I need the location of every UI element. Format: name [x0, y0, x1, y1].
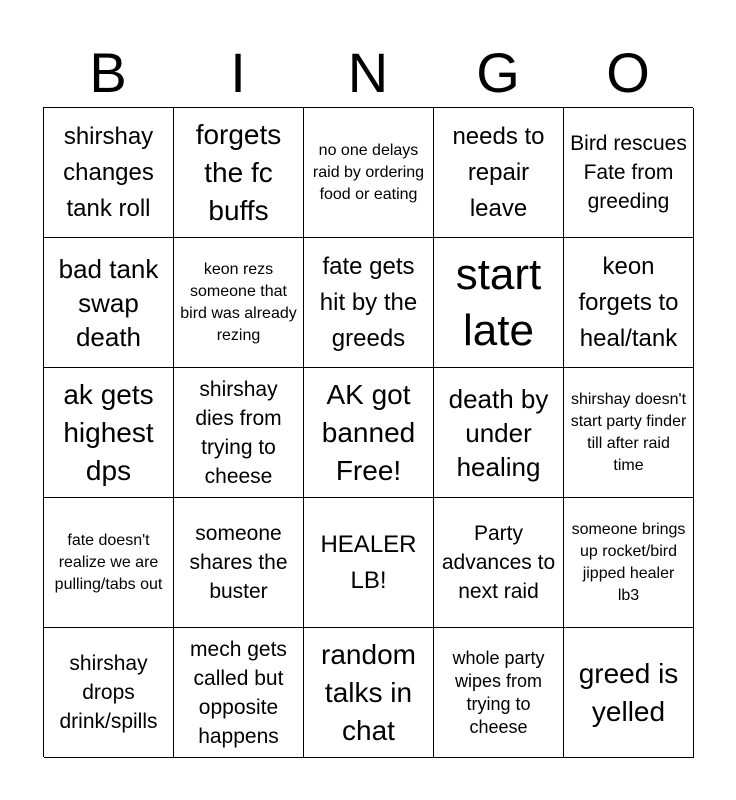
bingo-cell[interactable]	[564, 368, 694, 498]
cell-text: whole party wipes from trying to cheese	[452, 647, 545, 737]
bingo-cell[interactable]	[174, 238, 304, 368]
bingo-cell[interactable]	[304, 368, 434, 498]
bingo-header	[43, 40, 693, 106]
cell-text: HEALER LB!	[320, 530, 417, 594]
cell-text: someone shares the buster	[189, 522, 288, 603]
bingo-cell[interactable]	[434, 628, 564, 758]
cell-text: shirshay drops drink/spills	[59, 652, 158, 733]
cell-text: keon forgets to heal/tank	[578, 252, 679, 352]
bingo-cell[interactable]	[44, 498, 174, 628]
header-letter-g: G	[476, 41, 520, 104]
cell-text: bad tank swap death	[58, 253, 159, 352]
header-letter-b: B	[89, 41, 127, 104]
bingo-cell[interactable]	[564, 108, 694, 238]
cell-text: start late	[455, 249, 542, 355]
cell-text: death by under healing	[448, 383, 549, 482]
cell-text: Bird rescues Fate from greeding	[570, 132, 687, 213]
cell-text: shirshay doesn't start party finder till after raid time	[570, 390, 687, 474]
header-letter-i: I	[230, 41, 246, 104]
bingo-cell[interactable]	[434, 108, 564, 238]
bingo-cell[interactable]	[44, 368, 174, 498]
bingo-cell[interactable]	[564, 628, 694, 758]
bingo-cell[interactable]	[434, 238, 564, 368]
bingo-cell[interactable]	[44, 628, 174, 758]
cell-text: random talks in chat	[321, 638, 416, 746]
cell-text: greed is yelled	[578, 657, 679, 727]
cell-text: fate doesn't realize we are pulling/tabs out	[54, 531, 163, 593]
cell-text: no one delays raid by ordering food or eating	[312, 141, 425, 203]
bingo-cell[interactable]	[174, 628, 304, 758]
bingo-cell[interactable]	[564, 238, 694, 368]
bingo-cell[interactable]	[304, 498, 434, 628]
bingo-cell[interactable]	[434, 368, 564, 498]
cell-text: Party advances to next raid	[441, 522, 556, 603]
cell-text: shirshay changes tank roll	[63, 122, 154, 222]
bingo-cell[interactable]	[44, 238, 174, 368]
header-letter-o: O	[606, 41, 650, 104]
bingo-cell[interactable]	[304, 108, 434, 238]
bingo-cell[interactable]	[44, 108, 174, 238]
bingo-cell[interactable]	[304, 238, 434, 368]
bingo-cell[interactable]	[564, 498, 694, 628]
cell-text: ak gets highest dps	[63, 378, 154, 486]
bingo-cell[interactable]	[174, 368, 304, 498]
cell-text: someone brings up rocket/bird jipped healer lb3	[571, 520, 686, 604]
bingo-cell[interactable]	[434, 498, 564, 628]
bingo-cell[interactable]	[174, 498, 304, 628]
cell-text: forgets the fc buffs	[195, 118, 282, 226]
header-letter-n: N	[347, 41, 389, 104]
cell-text: needs to repair leave	[452, 122, 545, 222]
cell-text: keon rezs someone that bird was already rezing	[180, 260, 297, 344]
cell-text: shirshay dies from trying to cheese	[195, 377, 282, 488]
cell-text: fate gets hit by the greeds	[319, 252, 418, 352]
bingo-cell[interactable]	[174, 108, 304, 238]
bingo-board	[43, 107, 693, 757]
bingo-cell[interactable]	[304, 628, 434, 758]
cell-text: mech gets called but opposite happens	[190, 637, 287, 748]
cell-text: AK got banned Free!	[321, 378, 416, 486]
